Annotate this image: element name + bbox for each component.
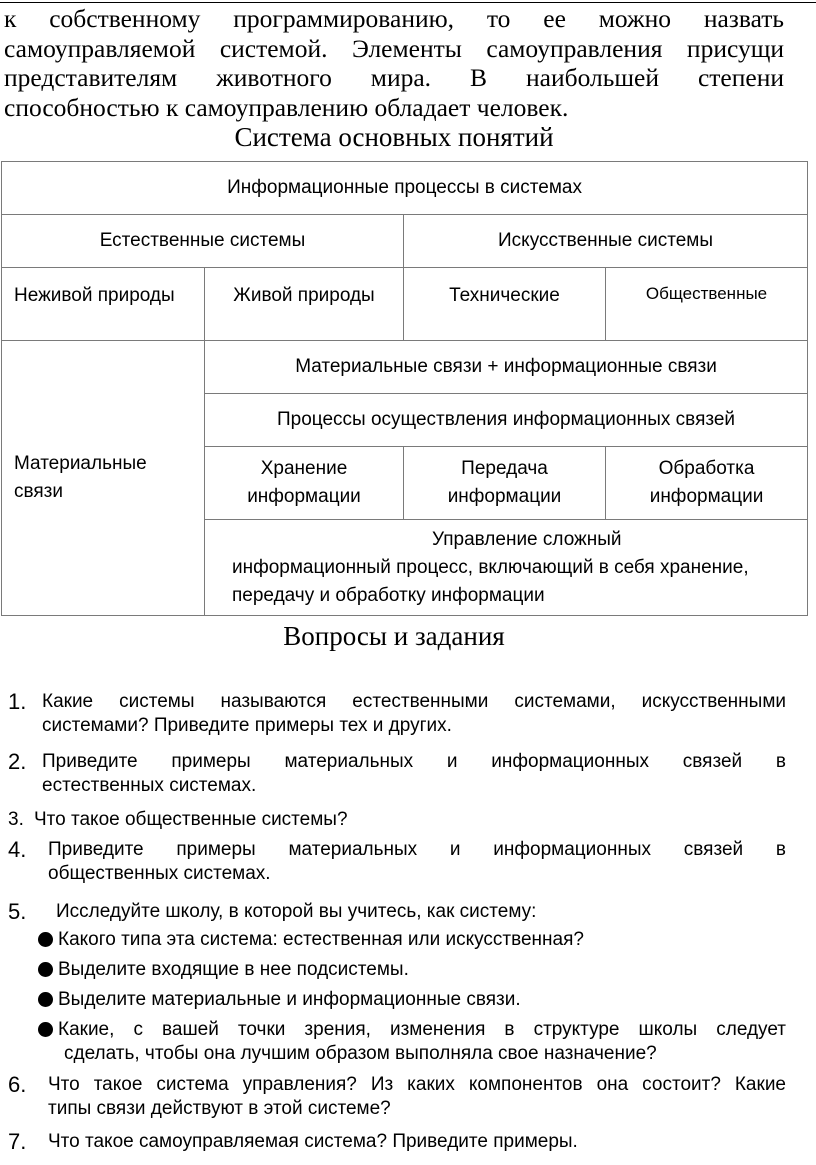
sub-question-text: Какого типа эта система: естественная или искусственная?	[58, 929, 584, 950]
intro-line: способностью к самоуправлению обладает человек.	[4, 92, 569, 122]
question-text: типы связи действуют в этой системе?	[48, 1098, 391, 1119]
management-cell	[205, 520, 808, 616]
living-nature-cell: Живой природы	[205, 268, 404, 341]
inanimate-nature-cell: Неживой природы	[2, 268, 205, 341]
question-text: Какие системы называются естественными системами, искусственными	[42, 691, 786, 712]
section-heading-questions: Вопросы и задания	[283, 621, 505, 651]
material-plus-info-links-cell: Материальные связи + информационные связи	[205, 341, 808, 394]
question-text: общественных системах.	[48, 863, 271, 884]
bullet-icon	[38, 992, 53, 1007]
question-number: 3.	[8, 809, 24, 830]
technical-systems-cell: Технические	[404, 268, 606, 341]
processing-cell: Обработка информации	[606, 447, 808, 520]
management-description: информационный процесс, включающий в себя хранение, передачу и обработку информации	[232, 556, 749, 606]
question-text: Приведите примеры материальных и информационных связей в	[42, 751, 786, 772]
storage-cell: Хранение информации	[205, 447, 404, 520]
question-number: 7.	[8, 1129, 27, 1154]
question-text: Что такое система управления? Из каких компонентов она состоит? Какие	[48, 1074, 786, 1095]
question-text: системами? Приведите примеры тех и других.	[42, 715, 452, 736]
sub-question-text: Какие, с вашей точки зрения, изменения в структуре школы следует	[58, 1019, 786, 1040]
concepts-table	[1, 161, 808, 616]
sub-question-text: сделать, чтобы она лучшим образом выполняла свое назначение?	[64, 1043, 657, 1064]
sub-question-text: Выделите материальные и информационные связи.	[58, 989, 521, 1010]
social-systems-cell: Общественные	[606, 268, 808, 341]
info-link-processes-cell: Процессы осуществления информационных связей	[205, 394, 808, 447]
intro-line: к собственному программированию, то ее можно назвать	[4, 4, 784, 33]
sub-question-text: Выделите входящие в нее подсистемы.	[58, 959, 409, 980]
question-number: 2.	[8, 749, 27, 774]
question-text: Что такое общественные системы?	[34, 809, 348, 830]
question-text: естественных системах.	[42, 775, 257, 796]
intro-paragraph	[4, 4, 784, 122]
question-text: Что такое самоуправляемая система? Приведите примеры.	[48, 1131, 578, 1152]
table-header: Информационные процессы в системах	[2, 162, 808, 215]
bullet-icon	[38, 1022, 53, 1037]
question-text: Исследуйте школу, в которой вы учитесь, как систему:	[56, 901, 537, 922]
question-number: 5.	[8, 899, 27, 924]
top-rule	[0, 2, 816, 3]
natural-systems-cell: Естественные системы	[2, 215, 404, 268]
intro-line: самоуправляемой системой. Элементы самоуправления присущи	[4, 33, 784, 63]
transfer-cell: Передача информации	[404, 447, 606, 520]
question-number: 1.	[8, 689, 27, 714]
intro-line: представителям животного мира. В наибольшей степени	[4, 63, 784, 92]
section-heading-concepts: Система основных понятий	[234, 122, 554, 152]
material-links-cell: Материальные связи	[2, 341, 205, 616]
bullet-icon	[38, 932, 53, 947]
artificial-systems-cell: Искусственные системы	[404, 215, 808, 268]
question-number: 6.	[8, 1072, 27, 1097]
management-title: Управление сложный	[432, 528, 622, 550]
bullet-icon	[38, 962, 53, 977]
question-text: Приведите примеры материальных и информационных связей в	[48, 839, 786, 860]
question-number: 4.	[8, 837, 27, 862]
